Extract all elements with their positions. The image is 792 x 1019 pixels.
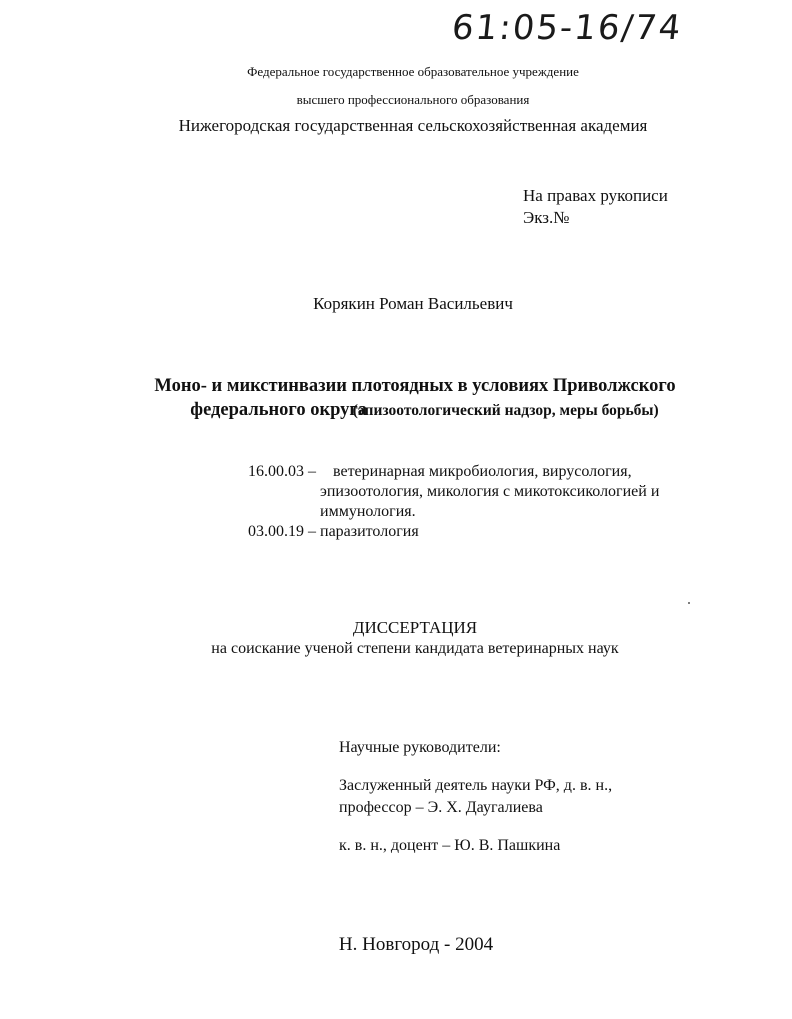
specialty-2: 03.00.19 – паразитология	[248, 523, 419, 540]
specialty-1-line-2: эпизоотология, микология с микотоксикологией и	[320, 483, 660, 500]
place-and-year: Н. Новгород - 2004	[338, 934, 494, 955]
specialty-1-line-3: иммунология.	[320, 503, 416, 520]
supervisor-1-line-2: профессор – Э. Х. Даугалиева	[339, 799, 543, 816]
dissertation-subheading: на соискание ученой степени кандидата ветеринарных наук	[211, 640, 619, 657]
title-line-2-sub: (эпизоотологический надзор, меры борьбы)	[352, 402, 659, 419]
institution-name: Нижегородская государственная сельскохозяйственная академия	[178, 116, 648, 135]
specialty-1-line-1: ветеринарная микробиология, вирусология,	[333, 463, 632, 480]
handwritten-archive-number: 61:05-16/74	[449, 8, 685, 48]
copy-number: Экз.№	[523, 208, 570, 227]
supervisor-2: к. в. н., доцент – Ю. В. Пашкина	[339, 837, 561, 854]
manuscript-rights: На правах рукописи	[523, 186, 668, 205]
dissertation-heading: ДИССЕРТАЦИЯ	[352, 618, 478, 637]
title-line-2-main: федерального округа	[190, 400, 368, 420]
supervisor-1-line-1: Заслуженный деятель науки РФ, д. в. н.,	[339, 777, 613, 794]
supervisors-heading: Научные руководители:	[339, 739, 501, 756]
scan-speck	[688, 602, 690, 604]
author-name: Корякин Роман Васильевич	[313, 294, 513, 313]
title-line-1: Моно- и микстинвазии плотоядных в условиях Приволжского	[154, 376, 676, 396]
institution-line-1: Федеральное государственное образовательное учреждение	[247, 64, 579, 79]
institution-line-2: высшего профессионального образования	[296, 92, 530, 107]
title-line-2	[0, 400, 792, 421]
specialty-code-1: 16.00.03 –	[248, 463, 316, 480]
